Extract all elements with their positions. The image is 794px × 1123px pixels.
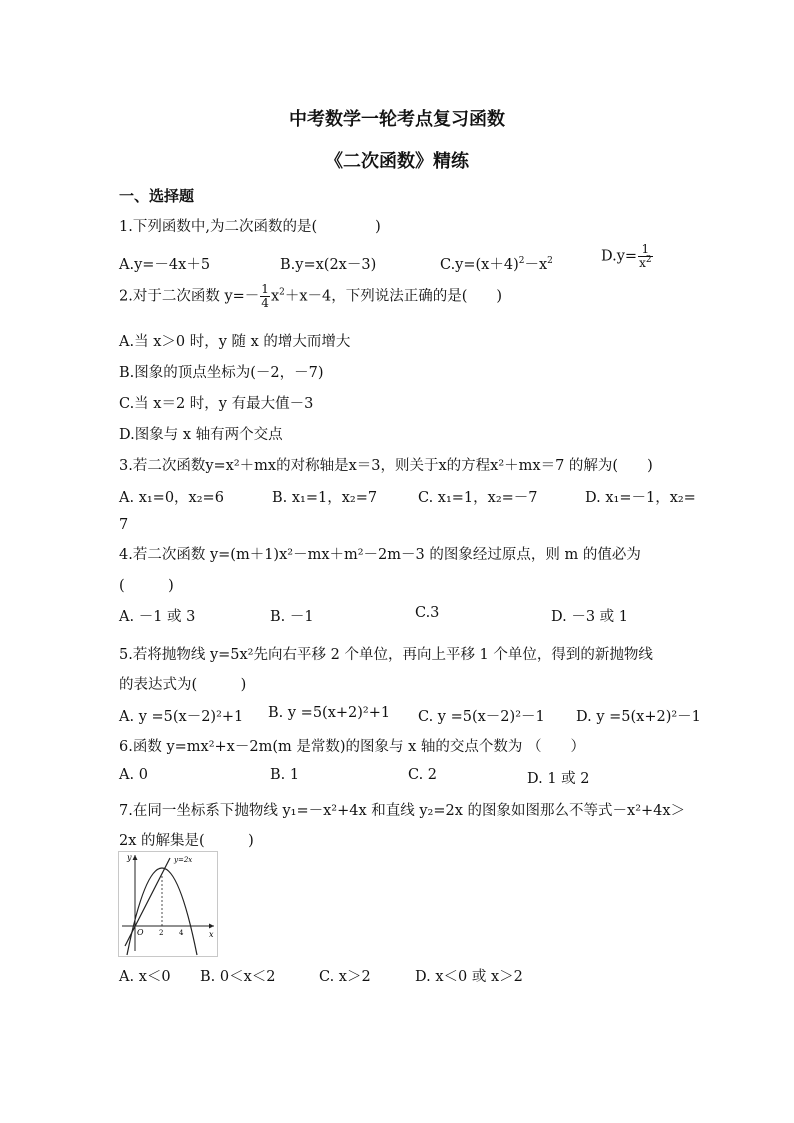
doc-title: 中考数学一轮考点复习函数 [289, 109, 505, 130]
q1-fraction: $\frac{1}{x^2}$ [639, 242, 652, 270]
q4-stem: 4.若二次函数 y=(m＋1)x²－mx＋m²－2m－3 的图象经过原点，则 m 的值必为 [119, 547, 641, 563]
q3-option-b: B. x₁=1，x₂=7 [272, 490, 378, 506]
axis-y-label: y [127, 853, 132, 862]
q5-stem-wrap: 的表达式为( ) [119, 677, 247, 693]
q4-option-c: C.3 [415, 605, 440, 621]
q2-fraction: $\frac{1}{4}$ [261, 282, 269, 310]
q1-option-a: A.y=－4x＋5 [119, 257, 211, 273]
y-axis-arrow [133, 855, 138, 860]
origin-label: O [137, 928, 144, 937]
q1-option-c: $C.y=(x+4)^2-x^2$ [440, 256, 553, 273]
section-heading: 一、选择题 [119, 187, 195, 205]
q4-stem-wrap: ( ) [119, 578, 174, 594]
q2-option-c: C.当 x＝2 时，y 有最大值－3 [119, 396, 314, 412]
x-axis-arrow [209, 924, 214, 929]
q3-option-d-wrap: 7 [119, 517, 129, 533]
q1-option-d: D.y= $\frac{1}{x^2}$ [601, 242, 652, 270]
q1-stem: 1.下列函数中,为二次函数的是( ) [119, 219, 381, 235]
q5-option-d: D. y =5(x+2)²－1 [576, 709, 701, 725]
q6-option-c: C. 2 [408, 767, 438, 783]
axis-x-label: x [209, 930, 214, 939]
q5-option-c: C. y =5(x－2)²－1 [418, 709, 545, 725]
q3-option-a: A. x₁=0，x₂=6 [119, 490, 224, 506]
q6-option-d: D. 1 或 2 [527, 771, 590, 787]
q4-option-a: A. －1 或 3 [119, 609, 196, 625]
line-label: y=2x [174, 856, 193, 864]
q5-option-a: A. y =5(x－2)²+1 [119, 709, 244, 725]
q7-function-graph [118, 851, 218, 957]
q7-option-c: C. x＞2 [319, 969, 371, 985]
q1-option-b: B.y=x(2x－3) [280, 257, 377, 273]
q3-option-c: C. x₁=1，x₂=－7 [418, 490, 538, 506]
q2-option-d: D.图象与 x 轴有两个交点 [119, 427, 283, 443]
q7-option-d: D. x＜0 或 x＞2 [415, 969, 523, 985]
q3-stem: 3.若二次函数y=x²＋mx的对称轴是x＝3，则关于x的方程x²＋mx＝7 的解为( ) [119, 458, 653, 474]
q7-option-b: B. 0＜x＜2 [200, 969, 276, 985]
q5-option-b: B. y =5(x+2)²+1 [268, 705, 391, 721]
q5-stem: 5.若将抛物线 y=5x²先向右平移 2 个单位，再向上平移 1 个单位，得到的新抛物线 [119, 647, 653, 663]
q2-option-b: B.图象的顶点坐标为(－2，－7) [119, 365, 324, 381]
graph-frame [119, 852, 218, 957]
q7-stem-wrap: 2x 的解集是( ) [119, 833, 254, 849]
q6-option-a: A. 0 [119, 767, 148, 783]
q2-stem: 2.对于二次函数 y=－ $\frac{1}{4}$ $x^2+x-4$，下列说法正确的是( ) [119, 282, 503, 310]
q7-stem: 7.在同一坐标系下抛物线 y₁=－x²+4x 和直线 y₂=2x 的图象如图那么不等式－x²+4x＞ [119, 803, 686, 819]
q6-option-b: B. 1 [270, 767, 300, 783]
q3-option-d: D. x₁=－1，x₂= [585, 490, 696, 506]
doc-subtitle: 《二次函数》精练 [325, 151, 469, 172]
q6-stem: 6.函数 y=mx²+x－2m(m 是常数)的图象与 x 轴的交点个数为 （ ） [119, 739, 586, 755]
q4-option-b: B. －1 [270, 609, 314, 625]
tick-2-label: 2 [159, 929, 164, 937]
q7-option-a: A. x＜0 [119, 969, 171, 985]
q2-option-a: A.当 x＞0 时，y 随 x 的增大而增大 [119, 334, 351, 350]
q4-option-d: D. －3 或 1 [551, 609, 628, 625]
tick-4-label: 4 [179, 929, 184, 937]
